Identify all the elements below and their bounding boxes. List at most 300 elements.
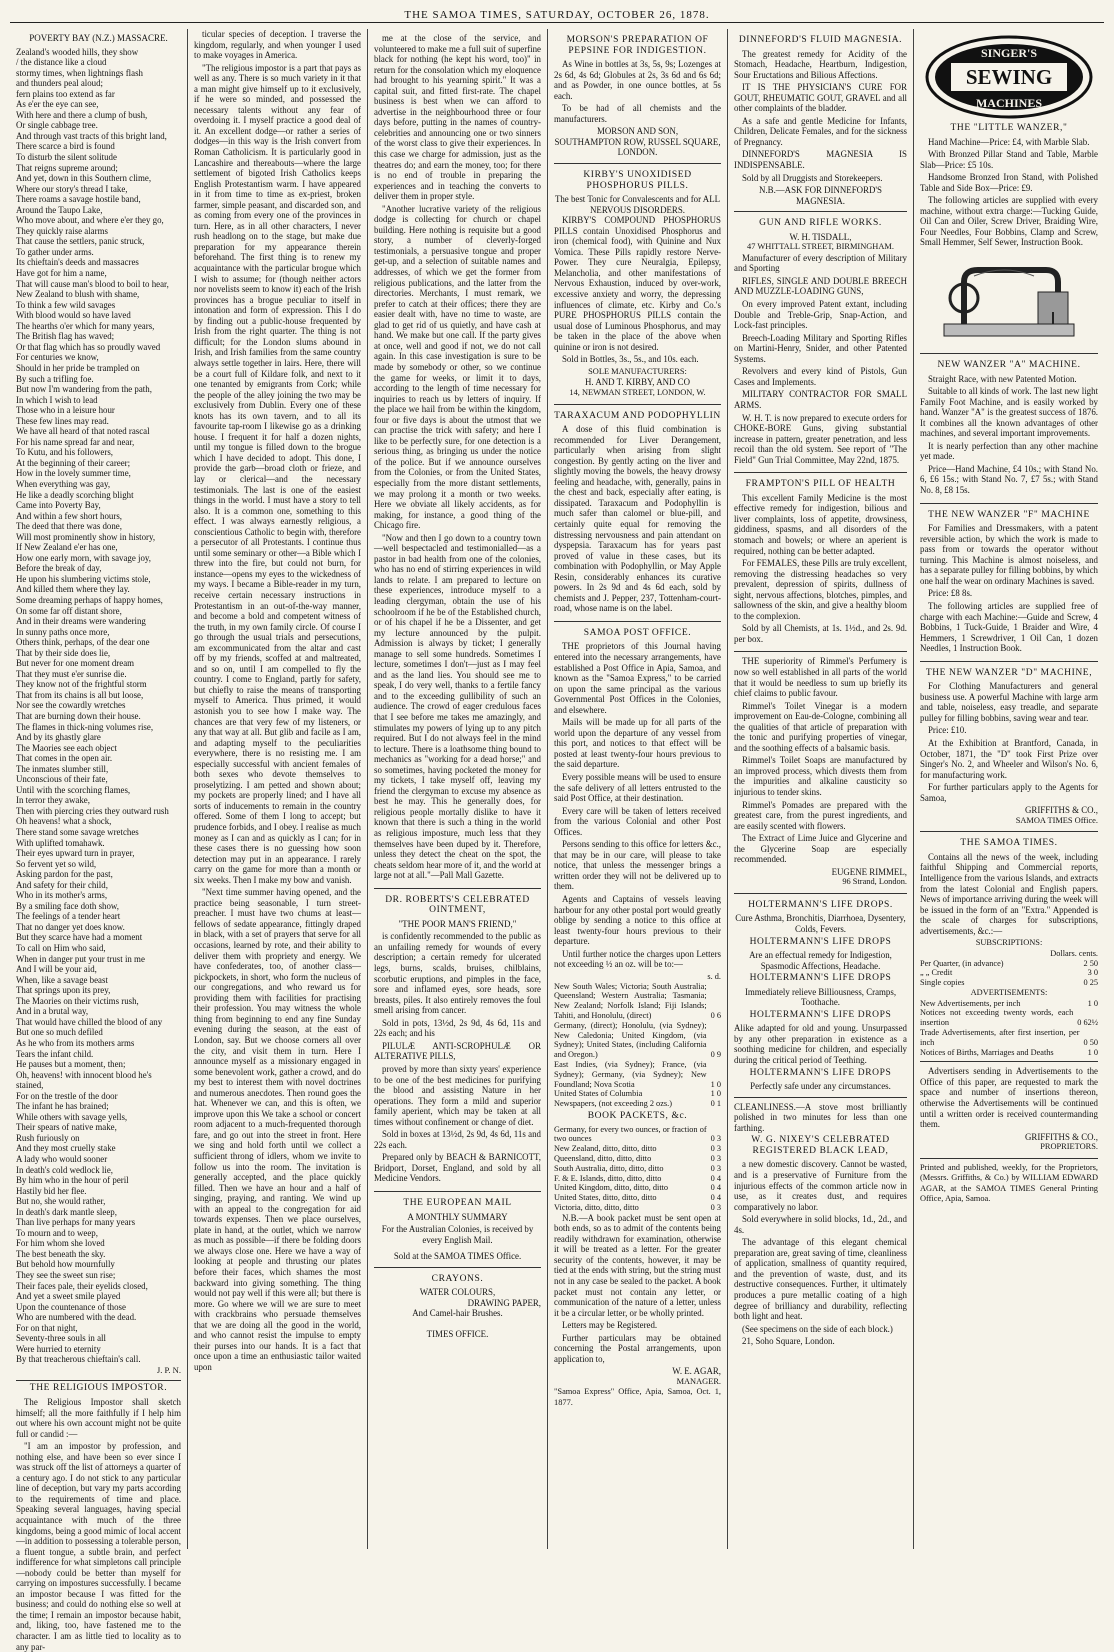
poem-line: How one early morn, with savage joy, bbox=[16, 552, 151, 563]
ad-title: DINNEFORD'S FLUID MAGNESIA. bbox=[738, 35, 903, 45]
rate-value: 0 3 bbox=[710, 1144, 721, 1154]
paragraph: As Wine in bottles at 3s, 5s, 9s; Lozenges at 2s 6d, 4s 6d; Globules at 2s, 3s 6d and 6s 6d; and as Powder, in one ounce bottles, at 5s each. bbox=[554, 59, 721, 101]
poem-line: But one so much defiled bbox=[16, 1027, 103, 1038]
article-continued bbox=[194, 29, 361, 1372]
poem-line: Those who in a leisure hour bbox=[16, 405, 115, 416]
poem-line: In terror they awake, bbox=[16, 795, 90, 806]
paragraph: Every care will be taken of letters received from the various Colonial and other Post Offices. bbox=[554, 805, 721, 837]
rate-label: Queensland, ditto, ditto, ditto bbox=[554, 1153, 652, 1163]
poem-line: And in a brutal way, bbox=[16, 1006, 89, 1017]
ad-body bbox=[920, 523, 1098, 654]
rate-label: Trade Advertisements, after first insertion, per inch bbox=[920, 1027, 1080, 1047]
poem-line: Unconscious of their fate, bbox=[16, 774, 108, 785]
poem-line: But now I'm wandering from the path, bbox=[16, 384, 152, 395]
rate-row bbox=[920, 978, 1098, 988]
poem-line: We have all heard of that noted rascal bbox=[16, 426, 150, 437]
ad-holtermann bbox=[734, 894, 907, 1098]
ad-body bbox=[920, 681, 1098, 803]
poem-signature: J. P. N. bbox=[156, 1364, 181, 1375]
paragraph: It is nearly perfection than any other machine yet made. bbox=[920, 440, 1098, 462]
paragraph: The advantage of this elegant chemical preparation are, great saving of time, cleanliness of application, smallness of quantity required, and the prevention of waste, dust, and its destructive consequences. Further, it ultimately produces a pure metallic coating of a high degree of brilliancy and durability, reflecting both light and heat. bbox=[734, 1237, 907, 1322]
paragraph: Suitable to all kinds of work. The last new light Family Foot Machine, and is easily worked by hand. Wanzer "A" is the greatest success of 1876. It combines all the known advantages of other machines, and several important improvements. bbox=[920, 386, 1098, 439]
poem-line: Their eyes upward turn in prayer, bbox=[16, 848, 135, 859]
paragraph: Advertisers sending in Advertisements to the Office of this paper, are requested to mark the space and number of insertions thereon, otherwise the Advertisements will be continued until a written order is received countermanding them. bbox=[920, 1066, 1098, 1130]
poem-line: With blood would so have laved bbox=[16, 310, 131, 321]
rate-label: Germany, for every two ounces, or fraction of two ounces bbox=[554, 1124, 707, 1144]
poem-line: Then with piercing cries they outward rush bbox=[16, 805, 169, 816]
poem-line: That cause the settlers, panic struck, bbox=[16, 236, 145, 247]
ad-body bbox=[734, 1159, 907, 1346]
rate-row bbox=[554, 1060, 721, 1089]
manager-title: MANAGER. bbox=[676, 1376, 721, 1386]
paragraph: As a safe and gentle Medicine for Infants, Children, Delicate Females, and for the sickness of Pregnancy. bbox=[734, 115, 907, 147]
paragraph: Contains all the news of the week, including faithful Shipping and Commercial reports, Intelligence from the various Islands, and extracts from the latest Colonial and English papers. News of importance arriving during the week will be issued in the form of an "Extra." Appended is the scale of charges for subscriptions, advertisements, &c.:— bbox=[920, 851, 1098, 936]
poem-body bbox=[16, 47, 181, 1365]
poem-line: For on that night, bbox=[16, 1322, 78, 1333]
paragraph: Agents and Captains of vessels leaving harbour for any other postal port would greatly oblige by sending a notice to this office at least twenty-four hours previous to their departure. bbox=[554, 894, 721, 947]
ad-title: W. G. NIXEY'S CELEBRATED REGISTERED BLACK LEAD, bbox=[751, 1135, 890, 1156]
rate-value: 0 6 bbox=[710, 1011, 721, 1021]
ad-sewing-machines bbox=[920, 29, 1098, 354]
poem-line: That springs upon its prey, bbox=[16, 985, 111, 996]
divider bbox=[920, 1061, 1098, 1062]
poem-line: For his name spread far and near, bbox=[16, 436, 135, 447]
ad-taraxacum bbox=[554, 405, 721, 622]
paragraph: Hand Machine—Price: £4, with Marble Slab. bbox=[928, 136, 1090, 147]
paragraph: To be had of all chemists and the manufacturers. bbox=[554, 103, 721, 124]
ad-note: N.B.—ASK FOR DINNEFORD'S MAGNESIA. bbox=[759, 185, 882, 206]
paragraph: The Extract of Lime Juice and Glycerine and the Glycerine Soap are especially recommended. bbox=[734, 833, 907, 865]
packets-note bbox=[554, 1213, 721, 1365]
agent-address: SAMOA TIMES Office. bbox=[1015, 815, 1098, 825]
ad-address: 96 Strand, London. bbox=[842, 877, 907, 887]
paragraph: Sold in boxes at 13½d, 2s 9d, 4s 6d, 11s and 22s each. bbox=[374, 1129, 541, 1150]
paragraph: Further particulars may be obtained concerning the Postal arrangements, upon application to, bbox=[554, 1332, 721, 1364]
ad-kirby bbox=[554, 164, 721, 404]
ad-line: TIMES OFFICE. bbox=[426, 1328, 489, 1339]
paragraph: Breech-Loading Military and Sporting Rifles on Martini-Henry, Snider, and other Patented Systems. bbox=[734, 332, 907, 364]
ad-line: Immediately relieve Billiousness, Cramps, Toothache. bbox=[744, 986, 897, 1008]
poem-line: Rush furiously on bbox=[16, 1132, 80, 1143]
ad-signature: EUGENE RIMMEL, bbox=[831, 866, 907, 877]
ad-title: FRAMPTON'S PILL OF HEALTH bbox=[745, 479, 896, 490]
ad-heading: HOLTERMANN'S LIFE DROPS bbox=[749, 936, 892, 947]
ad-heading: HOLTERMANN'S LIFE DROPS bbox=[749, 973, 892, 984]
poem-line: To mourn and to weep, bbox=[16, 1227, 98, 1238]
poem-title: POVERTY BAY (N.Z.) MASSACRE. bbox=[29, 33, 168, 43]
poem-line: Than live perhaps for many years bbox=[16, 1217, 136, 1228]
columns bbox=[10, 29, 1104, 1652]
poem-line: Zealand's wooded hills, they show bbox=[16, 46, 139, 57]
poem-line: Hastily bid her flee. bbox=[16, 1185, 87, 1196]
poem-line: Have got for him a name, bbox=[16, 268, 107, 279]
poem-line: He like a deadly scorching blight bbox=[16, 489, 134, 500]
rate-value: 1 0 bbox=[710, 1079, 721, 1089]
ad-body bbox=[920, 374, 1098, 496]
rate-label: New Advertisements, per inch bbox=[920, 998, 1021, 1008]
rate-row bbox=[554, 982, 721, 1021]
ad-body bbox=[734, 656, 907, 864]
rate-label: South Australia, ditto, ditto, ditto bbox=[554, 1163, 664, 1173]
manager-name: W. E. AGAR, bbox=[672, 1366, 721, 1377]
rate-row bbox=[554, 1125, 721, 1145]
poem-line: That reigns supreme around; bbox=[16, 162, 118, 173]
paragraph: Prepared only by BEACH & BARNICOTT, Bridport, Dorset, England, and sold by all Medicine Vendors. bbox=[374, 1152, 541, 1184]
ad-title: DR. ROBERTS'S CELEBRATED OINTMENT, bbox=[385, 894, 530, 916]
ad-subtitle: "THE POOR MAN'S FRIEND," bbox=[398, 918, 517, 929]
section-title: THE SAMOA TIMES. bbox=[960, 838, 1058, 849]
rate-value: 2 50 bbox=[1083, 958, 1098, 968]
paragraph: IT IS THE PHYSICIAN'S CURE FOR GOUT, RHEUMATIC GOUT, GRAVEL and all other complaints of the bladder. bbox=[734, 82, 907, 114]
advertisements-title: ADVERTISEMENTS: bbox=[970, 988, 1048, 997]
poem-line: That by their side does lie, bbox=[16, 647, 111, 658]
poem-line: By that treacherous chieftain's call. bbox=[16, 1354, 141, 1365]
rate-value: 0 3 bbox=[710, 1153, 721, 1163]
rate-value: 0 4 bbox=[710, 1173, 721, 1183]
section-body bbox=[554, 641, 721, 969]
poem-line: In death's dark mantle sleep, bbox=[16, 1206, 117, 1217]
poem-line: That from its chains is all but loose, bbox=[16, 689, 144, 700]
rate-row bbox=[554, 1203, 721, 1213]
article-title: THE RELIGIOUS IMPOSTOR. bbox=[29, 1383, 168, 1394]
ad-sold: Sold at the SAMOA TIMES Office. bbox=[393, 1251, 522, 1262]
rate-row bbox=[554, 1193, 721, 1203]
poem-line: Where our story's thread I take, bbox=[16, 183, 128, 194]
poem-line: When in danger put your trust in me bbox=[16, 953, 145, 964]
paragraph: Persons sending to this office for letters &c., that may be in our care, will please to take notice, that unless the messenger brings a written order they will not be delivered up to them. bbox=[554, 839, 721, 892]
poem-line: The flames in thick-ning volumes rise, bbox=[16, 721, 154, 732]
poem-line: And by its ghastly glare bbox=[16, 732, 101, 743]
paragraph: (See specimens on the side of each block.) bbox=[742, 1323, 893, 1334]
ad-title: GUN AND RIFLE WORKS. bbox=[759, 218, 882, 229]
ad-body bbox=[734, 493, 907, 645]
ad-title: TARAXACUM AND PODOPHYLLIN bbox=[554, 410, 721, 421]
poem-line: Others think, perhaps, of the dear one bbox=[16, 637, 150, 648]
paragraph: Sold by all Druggists and Storekeepers. bbox=[742, 172, 883, 183]
paragraph: Sold in Bottles, 3s., 5s., and 10s. each. bbox=[562, 354, 699, 365]
rate-value: 0 9 bbox=[710, 1050, 721, 1060]
ad-wanzer-a bbox=[920, 354, 1098, 504]
rate-row bbox=[554, 1174, 721, 1184]
ad-line: And Camel-hair Brushes. bbox=[412, 1308, 503, 1319]
paragraph: Sold in pots, 13½d, 2s 9d, 4s 6d, 11s and 22s each; and his bbox=[374, 1017, 541, 1039]
paragraph: The following articles are supplied free of charge with each Machine:—Guide and Screw, 4 Bobbins, 1 Tuck-Guide, 1 Braider and Wire, 4 Hemmers, 1 Screwdriver, 1 Oil Can, 1 dozen Needles, 1 Instruction Book. bbox=[920, 600, 1098, 654]
rate-label: East Indies, (via Sydney); France, (via Sydney); Germany, (via Sydney); New Foundland; Nova Scotia bbox=[554, 1060, 707, 1089]
poem-line: Were hurried to eternity bbox=[16, 1343, 101, 1354]
ad-line: Alike adapted for old and young. Unsurpassed by any other preparation in existence as a soothing medicine for children, and especially during the critical period of Teething. bbox=[734, 1023, 907, 1066]
poem-line: As e'er the eye can see, bbox=[16, 99, 99, 110]
ad-maker-label: SOLE MANUFACTURERS: bbox=[588, 366, 687, 376]
subscription-rates bbox=[920, 959, 1098, 988]
proprietor-title: PROPRIETORS. bbox=[1040, 1142, 1098, 1152]
agent-name: GRIFFITHS & CO., bbox=[1025, 805, 1098, 816]
ad-title: KIRBY'S UNOXIDISED PHOSPHORUS PILLS. bbox=[583, 170, 692, 191]
paragraph: THE superiority of Rimmel's Perfumery is now so well established in all parts of the world that it would be needless to sum up briefly its chief claims to public favour. bbox=[734, 656, 907, 699]
poem-line: That comes in the open air. bbox=[16, 753, 113, 764]
ad-rimmel bbox=[734, 652, 907, 893]
ad-body bbox=[554, 215, 721, 365]
ad-address: 47 WHITTALL STREET, BIRMINGHAM. bbox=[747, 242, 894, 252]
sewing-machine-icon bbox=[934, 252, 1084, 344]
paragraph: With Bronzed Pillar Stand and Table, Marble Slab—Price: £5 10s. bbox=[920, 149, 1098, 170]
rate-label: Germany, (direct); Honolulu, (via Sydney); New Caledonia; United Kingdom, (via Sydney); United States, (including California and Oregon.) bbox=[554, 1020, 707, 1060]
imprint: Printed and published, weekly, for the Proprietors, (Messrs. Griffiths, & Co.) by WILLIAM EDWARD AGAR, at the SAMOA TIMES General Printing Office, Apia, Samoa. bbox=[920, 1162, 1098, 1204]
paragraph: MILITARY CONTRACTOR FOR SMALL ARMS. bbox=[734, 389, 907, 410]
poem-line: At the beginning of their career; bbox=[16, 457, 131, 468]
rate-label: Victoria, ditto, ditto, ditto bbox=[554, 1202, 639, 1212]
rate-row bbox=[554, 1089, 721, 1099]
rate-label: New Zealand, ditto, ditto, ditto bbox=[554, 1144, 657, 1154]
poem-line: And safety for their child, bbox=[16, 879, 108, 890]
ad-subtitle: A MONTHLY SUMMARY bbox=[407, 1211, 508, 1222]
paragraph: Rimmel's Toilet Vinegar is a modern improvement on Eau-de-Cologne, combining all the qualities of that article of preparation with the tonic and purifying properties of vinegar, and the soothing effects of a balsamic basis. bbox=[734, 700, 907, 753]
paragraph: Price: £10. bbox=[928, 725, 967, 736]
poem-line: New Zealand to blush with shame, bbox=[16, 289, 140, 300]
ad-gun-works bbox=[734, 212, 907, 473]
paragraph: On every improved Patent extant, including Double and Treble-Grip, Snap-Action, and Lock-fast principles. bbox=[734, 299, 907, 331]
article-continued-2 bbox=[374, 29, 541, 889]
rate-value: 0 4 bbox=[710, 1193, 721, 1203]
rate-row bbox=[554, 1099, 721, 1109]
ad-title: CRAYONS. bbox=[431, 1273, 484, 1284]
poem-line: And through vast tracts of this bright land, bbox=[16, 130, 167, 141]
ad-frampton bbox=[734, 473, 907, 652]
poem-line: Oh, heavens! with innocent blood he's stained, bbox=[16, 1069, 152, 1091]
poem-line: / the distance like a cloud bbox=[16, 57, 107, 68]
poem-line: They know not of the frightful storm bbox=[16, 679, 147, 690]
poem bbox=[16, 29, 181, 1381]
poem-line: The Maories on their victims rush, bbox=[16, 995, 139, 1006]
poem-line: And they most cruelly stake bbox=[16, 1143, 116, 1154]
paragraph: 21, Soho Square, London. bbox=[742, 1336, 835, 1347]
ad-title: MORSON'S PREPARATION OF PEPSINE FOR INDIGESTION. bbox=[566, 35, 709, 56]
poem-line: With here and there a clump of bush, bbox=[16, 109, 148, 120]
rate-value: 1 0 bbox=[710, 1089, 721, 1099]
ad-title: THE "LITTLE WANZER," bbox=[950, 123, 1068, 133]
paragraph: Price: £8 8s. bbox=[928, 588, 973, 599]
poem-line: The British flag has waved; bbox=[16, 331, 115, 342]
paragraph: me at the close of the service, and volunteered to make me a full suit of superfine black for nothing (he kept his word, too)" in return for the consolation which my eloquence had brought to his yearning spirit." It was a capital suit, and fitted first-rate. The chapel business is best when we can afford to advertise in the neighbourhood three or four days before, putting in the names of country-celebrities and announcing one or two sinners of the worst class to give their experiences. In this case we charge for admission, just as the theatres do; and earn the money, too; for there is no end of trouble in preparing the experiences and in teaching the converts to deliver them in proper style. bbox=[374, 33, 541, 202]
column-2 bbox=[188, 29, 368, 1549]
poem-line: Asking pardon for the past, bbox=[16, 869, 113, 880]
rate-row bbox=[554, 1164, 721, 1174]
rate-label: Newspapers, (not exceeding 2 ozs.) bbox=[554, 1099, 672, 1109]
paragraph: DINNEFORD'S MAGNESIA IS INDISPENSABLE. bbox=[734, 149, 907, 171]
poem-line: That they must e'er sunrise die. bbox=[16, 668, 127, 679]
poem-line: Or that flag which has so proudly waved bbox=[16, 341, 161, 352]
rate-label: United States, ditto, ditto, ditto bbox=[554, 1193, 657, 1203]
poem-line: When, like a savage beast bbox=[16, 974, 108, 985]
poem-line: There stand some savage wretches bbox=[16, 827, 139, 838]
ad-line: WATER COLOURS, bbox=[419, 1287, 496, 1298]
samoa-times-notice bbox=[920, 832, 1098, 1158]
ad-title: THE NEW WANZER "D" MACHINE, bbox=[925, 667, 1093, 678]
poem-line: By such a trifling foe. bbox=[16, 373, 94, 384]
column-1 bbox=[10, 29, 188, 1652]
poem-line: How in the lovely summer time, bbox=[16, 468, 131, 479]
singer-badge-icon bbox=[925, 35, 1093, 119]
poem-line: But no, she would rather, bbox=[16, 1196, 106, 1207]
poem-line: And yet a sweet smile played bbox=[16, 1291, 121, 1302]
rate-label: Notices not exceeding twenty words, each insertion bbox=[920, 1008, 1074, 1028]
poem-line: Or single cabbage tree. bbox=[16, 120, 98, 131]
poem-line: A lady who would sooner bbox=[16, 1153, 108, 1164]
poem-line: Its chieftain's deeds and massacres bbox=[16, 257, 139, 268]
poem-line: The infant he has brained; bbox=[16, 1101, 109, 1112]
poem-line: Should in her pride be trampled on bbox=[16, 362, 140, 373]
ad-morson bbox=[554, 29, 721, 164]
rate-label: Single copies bbox=[920, 978, 965, 988]
rate-row bbox=[554, 1144, 721, 1154]
ad-heading: HOLTERMANN'S LIFE DROPS bbox=[749, 1009, 892, 1020]
paragraph: PILULÆ ANTI-SCROPHULÆ OR ALTERATIVE PILLS, bbox=[374, 1040, 541, 1062]
poem-line: and thunders peal aloud; bbox=[16, 78, 103, 89]
ad-address: MORSON AND SON, bbox=[596, 126, 679, 137]
poem-line: stormy times, when lightnings flash bbox=[16, 67, 143, 78]
poem-line: Their spears of native make, bbox=[16, 1122, 117, 1133]
proprietor-name: GRIFFITHS & CO., bbox=[1025, 1131, 1098, 1142]
paragraph: The greatest remedy for Acidity of the Stomach, Headache, Heartburn, Indigestion, Sour Eructations and Bilious Affections. bbox=[734, 48, 907, 80]
paragraph: Sold by all Chemists, at 1s. 1½d., and 2s. 9d. per box. bbox=[734, 623, 907, 644]
ad-body: For the Australian Colonies, is received by every English Mail. bbox=[381, 1224, 534, 1245]
ad-crayons bbox=[374, 1268, 541, 1345]
poem-line: In death's cold wedlock lie, bbox=[16, 1164, 113, 1175]
poem-line: And within a few short hours, bbox=[16, 510, 122, 521]
poem-line: Some dreaming perhaps of happy homes, bbox=[16, 594, 163, 605]
poem-line: But never for one moment dream bbox=[16, 658, 135, 669]
paragraph: is confidently recommended to the public as an unfailing remedy for wounds of every description; a certain remedy for ulcerated legs, burns, scalds, bruises, chilblains, scorbutic eruptions, and pimples in the face, sore and inflamed eyes, sore heads, sore breasts, piles. It also entirely removes the foul smell arising from cancer. bbox=[374, 931, 541, 1016]
ad-line: DRAWING PAPER, bbox=[467, 1297, 541, 1308]
rate-label: United States of Columbia bbox=[554, 1089, 643, 1099]
rate-label: Per Quarter, (in advance) bbox=[920, 958, 1004, 968]
poem-line: Who in its mother's arms, bbox=[16, 890, 108, 901]
ad-line: Perfectly safe under any circumstances. bbox=[750, 1081, 891, 1092]
rate-value: 0 62½ bbox=[1077, 1018, 1098, 1028]
ad-line: Cure Asthma, Bronchitis, Diarrhoea, Dysentery, Colds, Fevers. bbox=[735, 913, 906, 935]
paragraph: "I am an impostor by profession, and nothing else, and have been so ever since I was struck off the list of attorneys a quarter of a century ago. I do not stick to any particular line of deception, but vary my parts according to the requirements of time and place. Speaking several languages, having special acquaintance with much of the three kingdoms, being a good mimic of local accent—in addition to possessing a tolerable person, a fluent tongue, a subtle brain, and perfect indifference for what simpletons call principle—nobody could be better than myself for carrying on impostures successfully. I became an impostor because I was fitted for the business; and could do nothing else so well at the time; I remain an impostor because habit, and, liking, too, have fastened me to the character. I am as little tied to locality as to any par- bbox=[16, 1441, 181, 1652]
ad-wanzer-f bbox=[920, 504, 1098, 662]
ad-dinneford bbox=[734, 29, 907, 212]
poem-line: So fervent yet so wild, bbox=[16, 858, 97, 869]
rate-value: 3 0 bbox=[1087, 968, 1098, 978]
paragraph: Handsome Bronzed Iron Stand, with Polished Table and Side Box—Price: £9. bbox=[920, 172, 1098, 193]
paragraph: Sold everywhere in solid blocks, 1d., 2d., and 4s. bbox=[734, 1214, 907, 1235]
poem-line: But behold how mournfully bbox=[16, 1259, 115, 1270]
ad-roberts-ointment bbox=[374, 889, 541, 1192]
paragraph: Until further notice the charges upon Letters not exceeding ½ an oz. will be to:— bbox=[554, 948, 721, 970]
paragraph: ticular species of deception. I traverse the kingdom, regularly, and when younger I used to make voyages in America. bbox=[194, 29, 361, 61]
rate-label: „ „ Credit bbox=[920, 968, 953, 978]
paragraph: a new domestic discovery. Cannot be wasted, and is a preservative of Furniture from the injurious effects of the common article now in use, as it creates dust, and requires comparatively no labor. bbox=[734, 1159, 907, 1212]
poem-line: Came into Poverty Bay, bbox=[16, 500, 101, 511]
poem-line: And killed them where they lay. bbox=[16, 584, 130, 595]
ad-address: SOUTHAMPTON ROW, RUSSEL SQUARE, LONDON. bbox=[554, 136, 721, 158]
paragraph: At the Exhibition at Brantford, Canada, in October, 1871, the "D" took First Prize over Singer's No. 2, and Wheeler and Wilson's No. 6, for manufacturing work. bbox=[920, 737, 1098, 780]
article-religious-impostor bbox=[16, 1383, 181, 1652]
poem-line: The best beneath the sky. bbox=[16, 1248, 106, 1259]
poem-line: Their faces pale, their eyelids closed, bbox=[16, 1280, 148, 1291]
rate-value: 1 0 bbox=[1087, 1047, 1098, 1057]
poem-line: They see the sweet sun rise; bbox=[16, 1269, 116, 1280]
poem-line: To call on Him who said, bbox=[16, 943, 106, 954]
poem-line: When everything was gay, bbox=[16, 478, 111, 489]
poem-line: Tears the infant child. bbox=[16, 1048, 94, 1059]
rate-value: 0 1 bbox=[710, 1099, 721, 1109]
advertisement-rates bbox=[920, 999, 1098, 1058]
ad-body bbox=[374, 931, 541, 1184]
poem-line: There scarce a bird is found bbox=[16, 141, 115, 152]
ad-european-mail bbox=[374, 1192, 541, 1268]
ad-line: Are an effectual remedy for Indigestion, Spasmodic Affections, Headache. bbox=[749, 950, 892, 971]
paragraph: "Another lucrative variety of the religious dodge is collecting for church or chapel building. Here nothing is requisite but a good story, a number of cleverly-forged testimonials, a persuasive tongue and proper get-up, and a selection of suitable names and addresses, of which we get the former from religious publications, and the latter from the directories. Merchants, I must remark, we prefer to catch at their offices; there they are easier dealt with, have no time to waste, are glad to get rid of us quietly, and have cash at hand. We make but one call. If the party gives at once, well and good if not, we do not call again. In this case investigation is sure to be made by somebody or other, so we continue the game for weeks, or limit it to days, according to the length of time necessary for inquiries to reach us by letters of inquiry. If the place we hail from be within the kingdom, four or five days is about the utmost that we can practise the trick with safety; and here I like to be perfectly sure, for one detection is a serious thing, as bringing us under the notice of the police. But if we announce ourselves from the Colonies, or from the United States, especially from the more distant settlements, we may prolong it a month or two weeks. Here we obviate all likely accidents, as for making, for instance, a good thing of the Chicago fire. bbox=[374, 203, 541, 531]
ad-body bbox=[920, 137, 1098, 248]
badge-text-top: SINGER'S bbox=[980, 46, 1038, 60]
subscriptions-header: Dollars. cents. bbox=[1050, 948, 1098, 958]
paragraph: Revolvers and every kind of Pistols, Gun Cases and Implements. bbox=[734, 366, 907, 387]
poem-line: Around the Taupo Lake, bbox=[16, 204, 103, 215]
column-3 bbox=[368, 29, 548, 1549]
packet-rates bbox=[554, 1125, 721, 1213]
paragraph: For Clothing Manufacturers and general business use. A powerful Machine with large arm and table, noiseless, easy treadle, and separate pulley for filling bobbins, saving wear and tear. bbox=[920, 681, 1098, 723]
paragraph: Rimmel's Pomades are prepared with the greatest care, from the purest ingredients, and are easily scented with flowers. bbox=[734, 799, 907, 831]
rate-row bbox=[554, 1183, 721, 1193]
poem-line: That are burning down their house. bbox=[16, 711, 141, 721]
ad-subtitle: The best Tonic for Convalescents and for ALL NERVOUS DISORDERS. bbox=[554, 194, 721, 215]
ad-title: NEW WANZER "A" MACHINE. bbox=[937, 360, 1081, 371]
ad-heading: HOLTERMANN'S LIFE DROPS bbox=[749, 1067, 892, 1078]
rate-label: New South Wales; Victoria; South Australia; Queensland; Western Australia; Tasmania; New Zealand; Norfolk Island; Fiji Islands; Tahiti, and Honolulu, (direct) bbox=[554, 981, 707, 1021]
poem-line: To Kutu, and his followers, bbox=[16, 447, 113, 458]
paragraph: "Now and then I go down to a country town—well bespectacled and testimonialled—as a pastor in bad health from one of the colonies, who has no end of stirring experiences in wild lands to relate. I am prepared to lecture on these experiences, introduce myself to a leading clergyman, obtain the use of his schoolroom if he be of the Established church, or of his chapel if he be a Dissenter, and get my lecture announced by the pulpit. Admission is always by ticket; I generally manage to sell some hundreds. Sometimes I lecture, sometimes I don't—just as I may feel and as the land lies. You should see me to speak, I do very well, thanks to a fertile fancy and to the exceeding gullibility of such an audience. The crowd of eager credulous faces that I see before me takes me amazingly, and stimulates my powers of lying up to any pitch required. But I do not always feel in the mind to lecture. There is a loathsome thing bound to mechanics as "working for a dead horse;" and so sometimes, having pocketed the money for my tickets, I take myself off, leaving my friend the clergyman to excuse my absence as best he may. This he generally does, for religious people mortally dislike to have it known that there is such a thing in the world as religious imposture, much less that they themselves have been duped by it. Therefore, unless they detect the cheat on the spot, the cheats seldom hear more of it, and the world at large not at all."—Pall Mall Gazette. bbox=[374, 532, 541, 881]
rate-row bbox=[554, 1154, 721, 1164]
ad-wanzer-d bbox=[920, 662, 1098, 833]
masthead: THE SAMOA TIMES, SATURDAY, OCTOBER 26, 1878. bbox=[10, 8, 1104, 23]
poem-line: The feelings of a tender heart bbox=[16, 911, 121, 922]
rate-value: 1 0 bbox=[1087, 998, 1098, 1008]
section-body bbox=[920, 852, 1098, 936]
ad-intro: CLEANLINESS.—A stove most brilliantly polished in two minutes for less than one farthing. bbox=[734, 1101, 907, 1133]
ad-nixey bbox=[734, 1098, 907, 1354]
poem-line: As he who from its mothers arms bbox=[16, 1037, 135, 1048]
rates-header: s. d. bbox=[707, 971, 721, 981]
poem-line: That will cause man's blood to boil to hear, bbox=[16, 278, 169, 289]
poem-line: The deed that there was done, bbox=[16, 521, 122, 532]
rate-row bbox=[920, 999, 1098, 1009]
rate-row bbox=[554, 1021, 721, 1060]
rate-row bbox=[920, 959, 1098, 969]
poem-line: And yet, down in this Southern clime, bbox=[16, 173, 152, 184]
paragraph: RIFLES, SINGLE AND DOUBLE BREECH AND MUZZLE-LOADING GUNS, bbox=[734, 275, 907, 297]
paragraph: Straight Race, with new Patented Motion. bbox=[928, 373, 1077, 384]
rate-value: 0 25 bbox=[1083, 978, 1098, 988]
paragraph: A dose of this fluid combination is recommended for Liver Derangement, particularly when arising from slight congestion. By gently acting on the liver and slightly moving the bowels, the heavy drowsy feeling and headache, with, generally, pains in the chest and back, especially after eating, is dissipated. Taraxacum and Podophyllin is much safer than calomel or blue-pill, and certainly quite equal for removing the distressing nervousness and pain attendant on dyspepsia. Taraxacum has for years past proved of value in these cases, but its combination with Podophyllin, or May Apple Resin, considerably enhances its curative powers. In 2s 9d and 4s 6d each, sold by chemists and J. Pepper, 237, Tottenham-court-road, whose name is on the label. bbox=[554, 424, 721, 614]
rate-row bbox=[920, 968, 1098, 978]
poem-line: With uplifted tomahawk. bbox=[16, 837, 105, 848]
poem-line: By him who in the hour of peril bbox=[16, 1175, 129, 1186]
paragraph: Manufacturer of every description of Military and Sporting bbox=[734, 252, 907, 274]
poem-line: The inmates slumber still, bbox=[16, 763, 109, 774]
rate-value: 0 3 bbox=[710, 1202, 721, 1212]
ad-name: W. H. TISDALL, bbox=[789, 231, 852, 242]
paragraph: Every possible means will be used to ensure the safe delivery of all letters entrusted to the said Post Office, at their destination. bbox=[554, 772, 721, 804]
ad-body bbox=[734, 253, 907, 465]
paragraph: N.B.—A book packet must be sent open at both ends, so as to admit of the contents being readily withdrawn for examination, otherwise it will be treated as a letter. For the greater security of the contents, however, it may be tied at the ends with string, but the string must not in any case be sealed to the packet. A book packet must not contain any letter, or communication of the nature of a letter, unless it be a circular letter, or be wholly printed. bbox=[554, 1212, 721, 1318]
rate-value: 0 3 bbox=[710, 1163, 721, 1173]
column-5 bbox=[728, 29, 914, 1549]
rate-row bbox=[920, 1048, 1098, 1058]
poem-line: To disturb the silent solitude bbox=[16, 152, 117, 163]
poem-line: But they scarce have had a moment bbox=[16, 932, 143, 943]
